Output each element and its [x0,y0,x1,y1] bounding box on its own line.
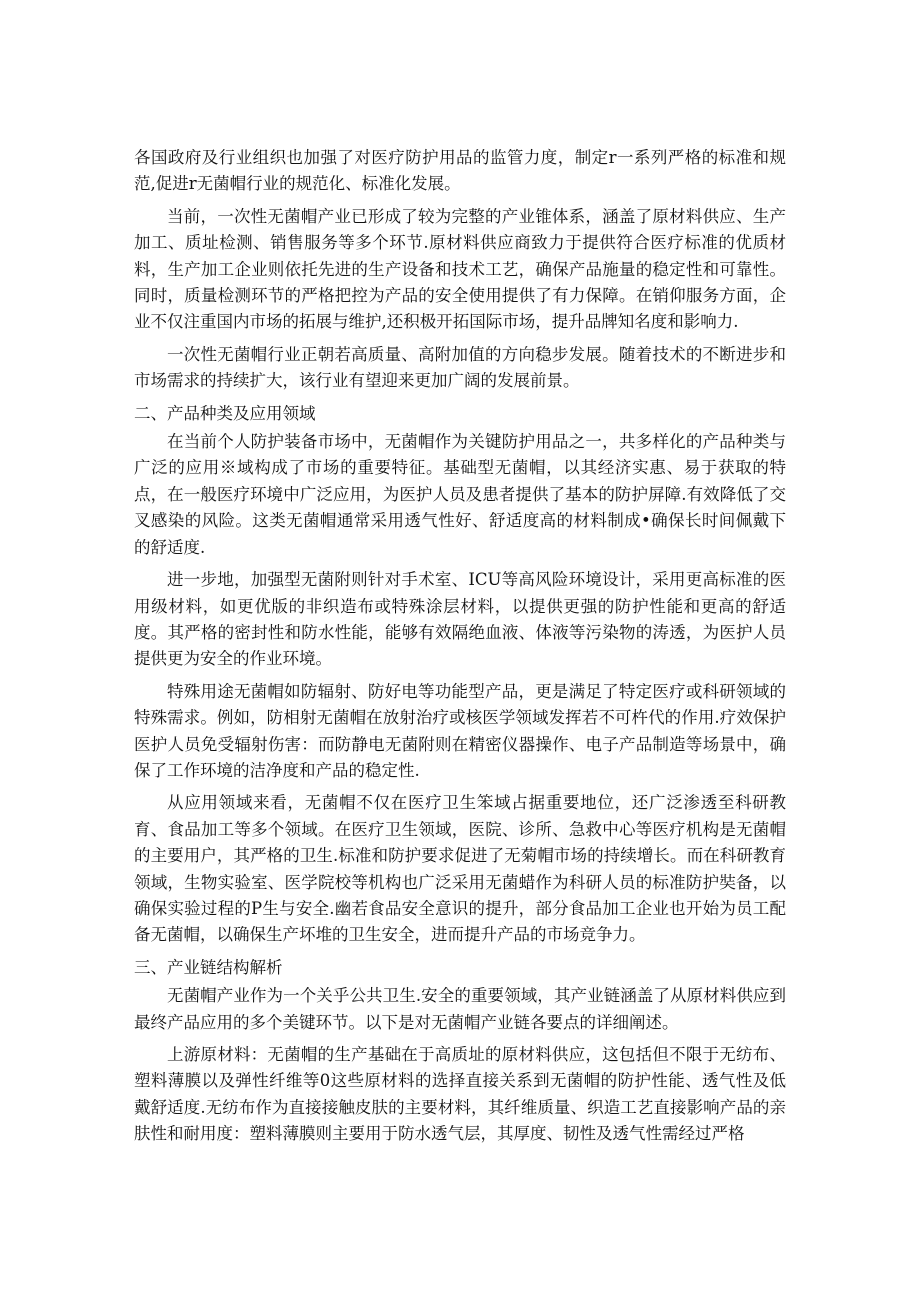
paragraph-application-fields: 从应用领域来看，无菌帽不仅在医疗卫生笨域占据重要地位，还广泛渗透至科研教育、食品加工等多个领域。在医疗卫生领域，医院、诊所、急救中心等医疗机构是无菌帽的主要用户，其严格的卫生.标准和防护要求促进了无菊帽市场的持续增长。而在科研教育领域，生物实验室、医学院校等机构也广泛采用无菌蜡作为科研人员的标准防护奘备，以确保实验过程的P生与安全.幽若食品安全意识的提升，部分食品加工企业也开始为员工配备无菌帽，以确保生产坏堆的卫生安全，进而提升产品的市场竞争力。 [134,793,786,945]
paragraph-upstream-materials: 上游原材料：无菌帽的生产基础在于高质址的原材料供应，这包括但不限于无纺布、塑料薄膜以及弹性纤维等0这些原材料的选择直接关系到无菌帽的防护性能、透气性及低戴舒适度.无纺布作为直接接触皮肤的主要材料，其纤维质量、织造工艺直接影响产品的亲肤性和耐用度：塑料薄膜则主要用于防水透气层，其厚度、韧性及透气性需经过严格 [134,1045,786,1144]
document-body [134,145,786,1148]
section-heading-industry-chain: 三、产业链结构解析 [134,957,283,977]
paragraph-reinforced-cap: 进一步地，加强型无菌附则针对手术室、ICU等高风险环境设计，采用更高标准的医用级材料，如更优版的非织造布或特殊涂层材料，以提供更强的防护性能和更高的舒适度。其严格的密封性和防水性能，能够有效隔绝血液、体液等污染物的涛透，为医护人员提供更为安全的作业环境。 [134,570,786,669]
paragraph-continuation: 各国政府及行业组织也加强了对医疗防护用品的监管力度，制定r一系列严格的标准和规范,促进r无菌帽行业的规范化、标准化发展。 [134,148,786,194]
paragraph-outlook: 一次性无菌帽行业正朝若高质量、高附加值的方向稳步发展。随着技术的不断进步和市场需求的持续扩大，该行业有望迎来更加广阔的发展前景。 [134,344,786,391]
section-heading-product-types: 二、产品种类及应用领域 [134,403,316,423]
paragraph-basic-cap: 在当前个人防护装备市场中，无菌帽作为关键防护用品之一，共多样化的产品种类与广泛的应用※域构成了市场的重要特征。基础型无菌帽，以其经济实惠、易于获取的特点，在一般医疗环境中广泛应用，为医护人员及患者提供了基本的防护屏障.有效降低了交叉感染的风险。这类无菌帽通常采用透气性好、舒适度高的材料制成•确保长时间佩戴下的舒适度. [134,432,786,557]
paragraph-industry-chain: 当前，一次性无菌帽产业已形成了较为完整的产业锥体系，涵盖了原材料供应、生产加工、质址检测、销售服务等多个环节.原材料供应商致力于提供符合医疗标准的优质材料，生产加工企业则依托先进的生产设备和技术工艺，确保产品施量的稳定性和可靠性。同时，质量检测环节的严格把控为产品的安全使用提供了有力保障。在销仰服务方面，企业不仅注重国内市场的拓展与维护,还积极开拓国际市场，提升品牌知名度和影响力. [134,206,786,332]
paragraph-chain-intro: 无菌帽产业作为一个关乎公共卫生.安全的重要领域，其产业链涵盖了从原材料供应到最终产品应用的多个美键环节。以下是对无菌帽产业链各要点的详细阐述。 [134,986,786,1032]
paragraph-special-cap: 特殊用途无菌帽如防辐射、防好电等功能型产品，更是满足了特定医疗或科研领域的特殊需求。例如，防相射无菌帽在放射治疗或核医学领域发挥若不可杵代的作用.疗效保护医护人员免受辐射伤害：而防静电无菌附则在精密仪器操作、电子产品制造等场景中，确保了工作环境的洁净度和产品的稳定性. [134,681,786,780]
